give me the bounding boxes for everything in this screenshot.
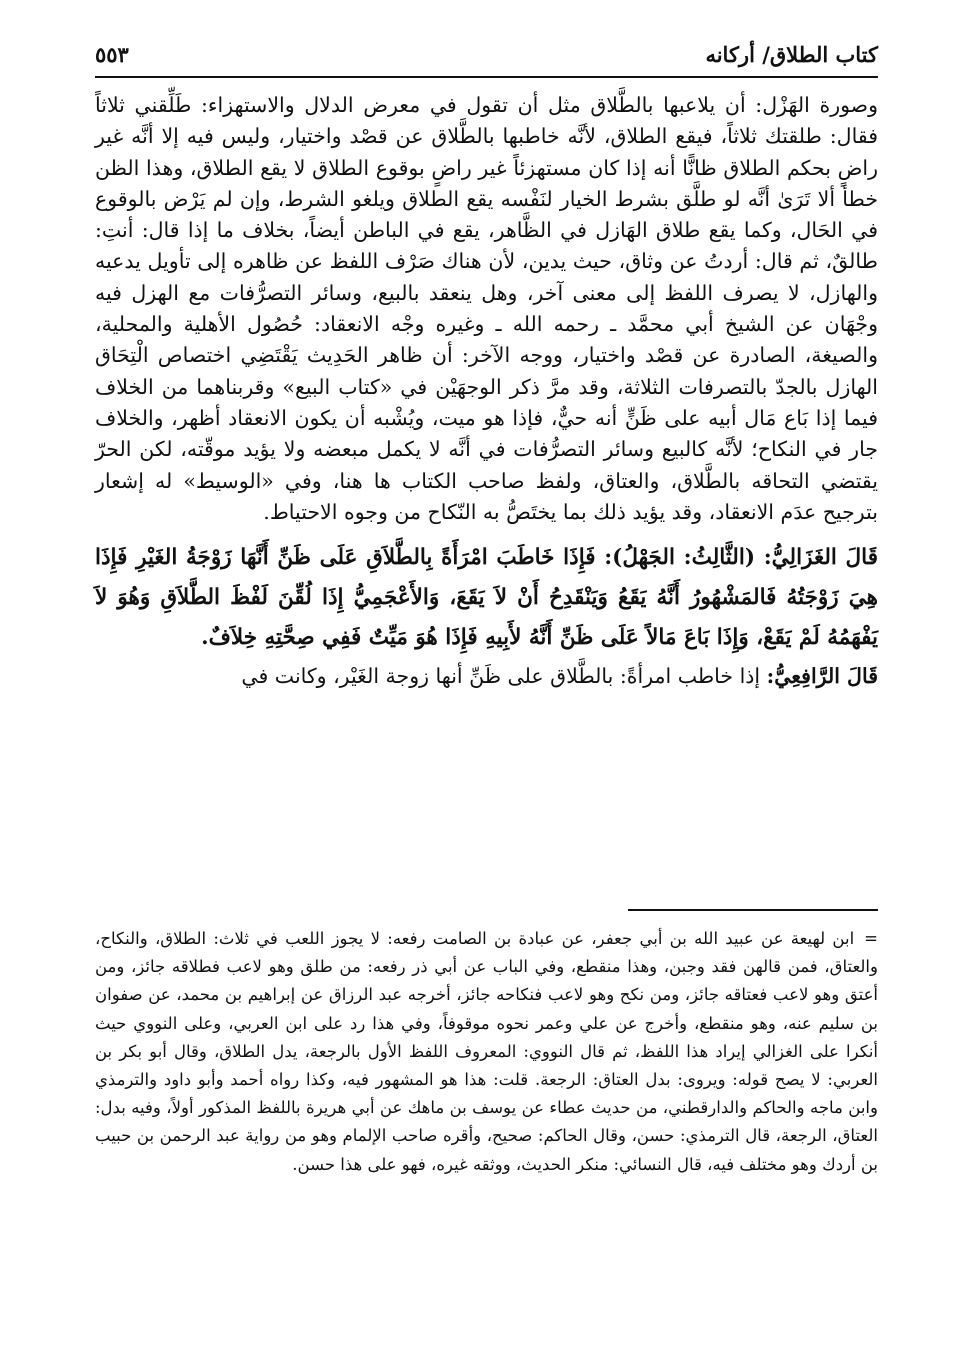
hazl-paragraph: وصورة الهَزْل: أن يلاعبها بالطَّلاق مثل أن تقول في معرض الدلال والاستهزاء: طَلِّقني ثلاثاً فقال: طلقتك ثلاثاً، فيقع الطلاق، لأنَّه خاطبها بالطَّلاق عن قصْد واختيار، وليس فيه إلا أنَّه غير راضٍ بحكم الطلاق ظانًّا أنه إذا كان مستهزئاً غير راضٍ بوقوع الطلاق لا يقع الطلاق، وهذا الظن خطأ ألا تَرَىٰ أنَّه لو طلَّق بشرط الخيار لنَفْسه يقع الطلاق ويلغو الشرط، وإن لم يَرْض بالوقوع في الحَال، وكما يقع طلاق الهَازل في الظَّاهر، يقع في الباطن أيضاً، بخلاف ما إذا قال: أنتِ: طالقٌ، ثم قال: أردتُ عن وثاق، حيث يدين، لأن هناك صَرْف اللفظ عن ظاهره إلى تأويل يدعيه والهازل، لا يصرف اللفظ إلى معنى آخر، وهل ينعقد بالبيع، وسائر التصرُّفات مع الهزل فيه وجْهَان عن الشيخ أبي محمَّد ـ رحمه الله ـ وغيره وجْه الانعقاد: حُصُول الأهلية والمحلية، والصيغة، الصادرة عن قصْد واختيار، ووجه الآخر: أن ظاهر الحَدِيث يَقْتَضِي اختصاص الْتِحَاق الهازل بالجدّ بالتصرفات الثلاثة، وقد مرَّ ذكر الوجهَيْن في «كتاب البيع» وقربناهما من الخلاف فيما إذا بَاع مَال أبيه على ظَنٍّ أنه حيٌّ، فإذا هو ميت، ويُشْبه أن يكون الانعقاد أظهر، والخلاف جار في النكاح؛ لأنَّه كالبيع وسائر التصرُّفات في أنَّه لا يكمل مبعضه ولا يؤيد موقّته، لكن الحرّ يقتضي التحاقه بالطَّلاق، والعتاق، ولفظ صاحب الكتاب ها هنا، وفي «الوسيط» له إشعار بترجيح عدَم الانعقاد، وقد يؤيد ذلك بما يختَصُّ به النّكاح من وجوه الاحتياط. [95,93,878,524]
ghazali-paragraph [95,538,878,658]
footnote-text: ابن لهيعة عن عبيد الله بن أبي جعفر، عن عبادة بن الصامت رفعه: لا يجوز اللعب في ثلاث: الطلاق، والنكاح، والعتاق، فمن قالهن فقد وجبن، وهذا منقطع، وفي الباب عن أبي ذر رفعه: من طلق وهو لاعب فطلاقه جائز، ومن أعتق وهو لاعب فعتاقه جائز، ومن نكح وهو لاعب فنكاحه جائز، أخرجه عبد الرزاق عن إبراهيم بن محمد، عن صفوان بن سليم عنه، وهو منقطع، وأخرج عن علي وعمر نحوه موقوفاً، وفي هذا رد على ابن العربي، وعلى النووي حيث أنكرا على الغزالي إيراد هذا اللفظ، ثم قال النووي: المعروف اللفظ الأول بالرجعة، يدل الطلاق، وقال أبو بكر بن العربي: لا يصح قوله: ويروى: بدل العتاق: الرجعة. قلت: هذا هو المشهور فيه، وكذا رواه أحمد وأبو داود والترمذي وابن ماجه والحاكم والدارقطني، من حديث عطاء عن يوسف بن ماهك عن أبي هريرة باللفظ المذكور أولاً، وفيه بدل: العتاق، الرجعة، قال الترمذي: حسن، وقال الحاكم: صحيح، وأقره صاحب الإلمام وهو من رواية عبد الرحمن بن حبيب بن أردك وهو مختلف فيه، قال النسائي: منكر الحديث، ووثقه غيره، فهو على هذا حسن. [95,929,878,1174]
footnote-divider [628,909,878,911]
rafii-paragraph [95,660,878,692]
header-title: كتاب الطلاق/ أركانه [705,41,878,67]
main-text [95,90,878,692]
ghazali-label: قَالَ الغَزَالِيُّ: [763,545,878,571]
header-divider [95,76,878,78]
page-number: ٥٥٣ [95,41,129,67]
ghazali-text: (الثَّالِثُ: الجَهْلُ): فَإِذَا خَاطَبَ امْرَأَةً بِالطَّلاَقِ عَلَى ظَنِّ أَنَّهَا زَوْجَةُ الغَيْرِ فَإِذَا هِيَ زَوْجَتُهُ فَالمَشْهُورُ أَنَّهُ يَقَعُ وَيَنْقَدِحُ أَنْ لاَ يَقَعَ، وَالأَعْجَمِيُّ إِذَا لُقِّنَ لَفْظَ الطَّلاَقِ وَهُوَ لاَ يَفْهَمُهُ لَمْ يَقَعْ، وَإِذَا بَاعَ مَالاً عَلَى ظَنِّ أَنَّهُ لأَبِيهِ فَإِذَا هُوَ مَيِّتٌ فَفِي صِحَّتِهِ خِلاَفٌ. [95,545,878,651]
footnote-paragraph [95,925,878,1179]
rafii-label: قَالَ الرَّافِعِيُّ: [766,664,878,689]
rafii-text: إذا خاطب امرأةً: بالطَّلاق على ظَنِّ أنها زوجة الغَيْر، وكانت في [241,664,761,689]
running-header [95,34,878,74]
footnote-continuation-marker: = [864,929,878,948]
footnote [95,925,878,1179]
